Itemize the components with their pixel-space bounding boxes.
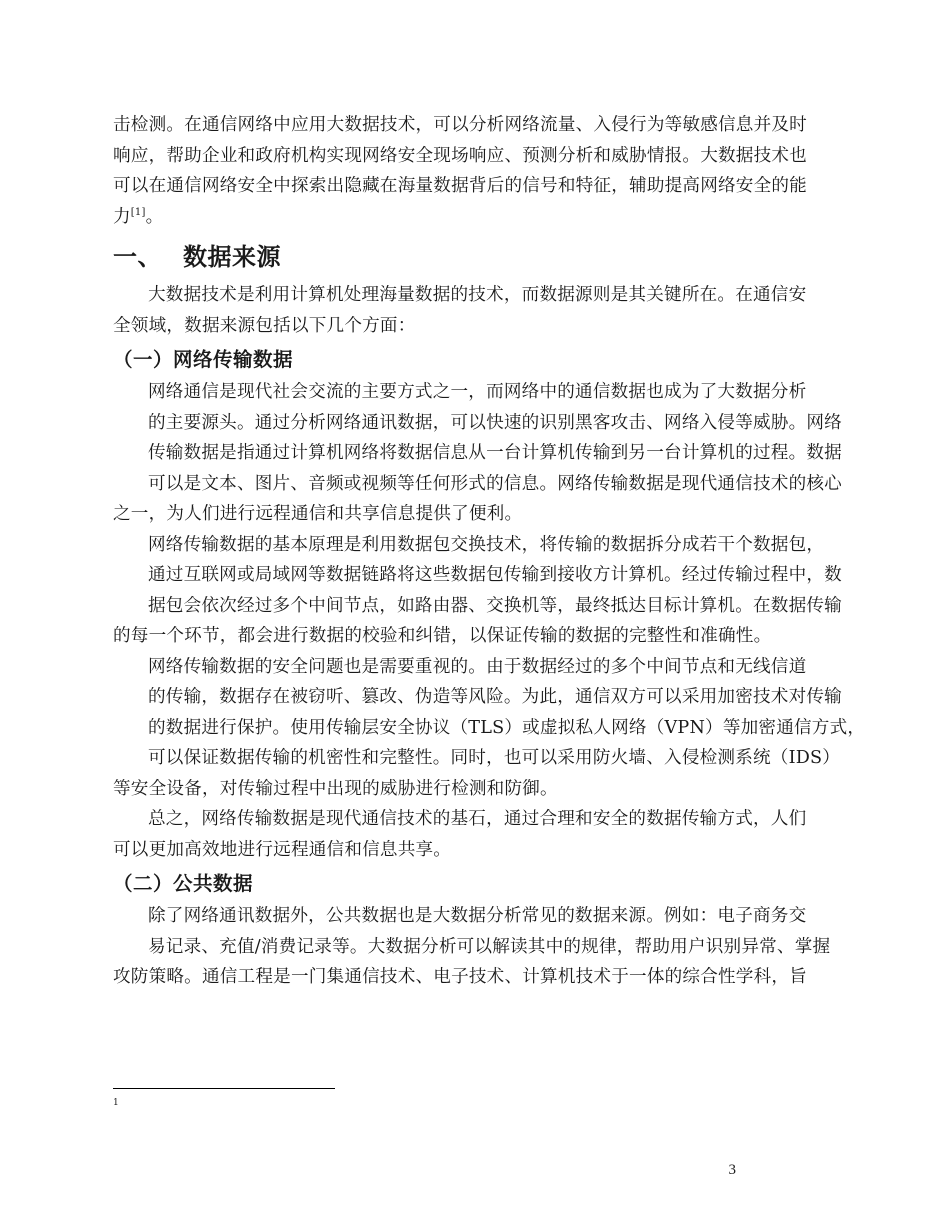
text-line: 大数据技术是利用计算机处理海量数据的技术，而数据源则是其关键所在。在通信安 [148, 285, 807, 305]
paragraph [113, 377, 840, 530]
text-line: 总之，网络传输数据是现代通信技术的基石，通过合理和安全的数据传输方式，人们 [148, 809, 807, 829]
page-number: 3 [728, 1162, 736, 1178]
text-line: 的传输，数据存在被窃听、篡改、伪造等风险。为此，通信双方可以采用加密技术对传输 [148, 687, 842, 707]
text-line: 除了网络通讯数据外，公共数据也是大数据分析常见的数据来源。例如：电子商务交 [148, 906, 807, 926]
text-line: 通过互联网或局域网等数据链路将这些数据包传输到接收方计算机。经过传输过程中，数 [148, 565, 842, 585]
intro-last-text: 力 [113, 206, 131, 227]
text-line: 易记录、充值/消费记录等。大数据分析可以解读其中的规律，帮助用户识别异常、掌握 [148, 936, 831, 957]
text-line: 网络传输数据的基本原理是利用数据包交换技术，将传输的数据拆分成若干个数据包， [148, 534, 825, 555]
section-title: 数据来源 [183, 243, 281, 271]
paragraph [113, 530, 840, 652]
citation-marker[interactable]: [1] [130, 206, 146, 218]
text-line: 等安全设备，对传输过程中出现的威胁进行检测和防御。 [113, 778, 558, 799]
paragraph [113, 901, 840, 993]
text-line: 之一，为人们进行远程通信和共享信息提供了便利。 [113, 504, 523, 524]
text-line: 可以保证数据传输的机密性和完整性。同时，也可以采用防火墙、入侵检测系统（IDS） [148, 748, 841, 768]
text-line: 的主要源头。通过分析网络通讯数据，可以快速的识别黑客攻击、网络入侵等威胁。网络 [148, 412, 842, 433]
text-line: 击检测。在通信网络中应用大数据技术，可以分析网络流量、入侵行为等敏感信息并及时 [113, 115, 807, 135]
section-number: 一、 [113, 243, 162, 271]
text-line: 可以是文本、图片、音频或视频等任何形式的信息。网络传输数据是现代通信技术的核心 [148, 473, 842, 494]
section-heading [113, 238, 840, 276]
text-line: 网络通信是现代社会交流的主要方式之一，而网络中的通信数据也成为了大数据分析 [148, 382, 807, 402]
text-line: 的每一个环节，都会进行数据的校验和纠错，以保证传输的数据的完整性和准确性。 [113, 626, 772, 646]
page-body [113, 110, 866, 993]
text-line: 的数据进行保护。使用传输层安全协议（TLS）或虚拟私人网络（VPN）等加密通信方式， [148, 717, 866, 738]
intro-paragraph [113, 110, 840, 232]
text-line-last [113, 202, 840, 233]
section-intro-paragraph [113, 280, 840, 341]
text-line: 网络传输数据的安全问题也是需要重视的。由于数据经过的多个中间节点和无线信道 [148, 656, 807, 677]
paragraph [113, 652, 866, 805]
paragraph [113, 804, 840, 865]
text-line: 传输数据是指通过计算机网络将数据信息从一台计算机传输到另一台计算机的过程。数据 [148, 443, 842, 463]
text-line: 响应，帮助企业和政府机构实现网络安全现场响应、预测分析和威胁情报。大数据技术也 [113, 145, 807, 166]
text-line: 全领域，数据来源包括以下几个方面： [113, 315, 416, 336]
text-line: 据包会依次经过多个中间节点，如路由器、交换机等，最终抵达目标计算机。在数据传输 [148, 595, 842, 616]
subsection-heading: （二）公共数据 [113, 872, 254, 895]
subsection-heading: （一）网络传输数据 [113, 348, 294, 371]
text-line: 可以更加高效地进行远程通信和信息共享。 [113, 839, 452, 860]
footnote-number: 1 [113, 1098, 119, 1108]
footnote-divider [113, 1088, 335, 1089]
intro-end-punct: 。 [145, 206, 164, 227]
text-line: 可以在通信网络安全中探索出隐藏在海量数据背后的信号和特征，辅助提高网络安全的能 [113, 176, 807, 196]
text-line: 攻防策略。通信工程是一门集通信技术、电子技术、计算机技术于一体的综合性学科，旨 [113, 967, 807, 987]
